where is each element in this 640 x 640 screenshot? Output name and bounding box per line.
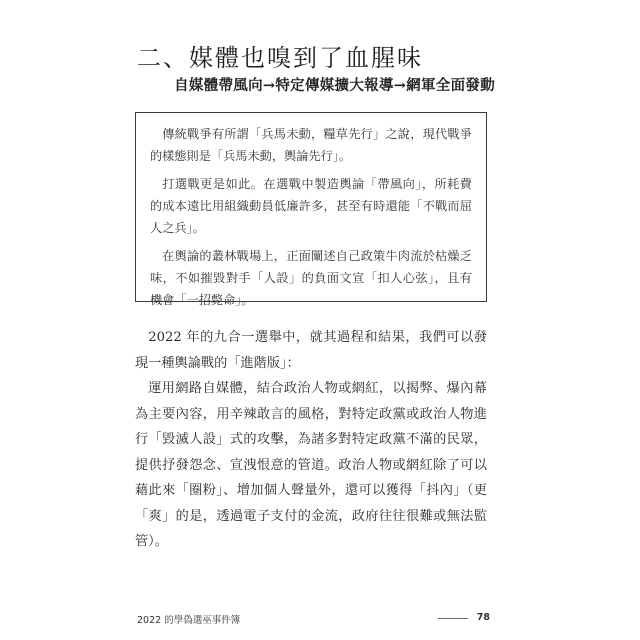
callout-box [135, 112, 487, 307]
callout-paragraph: 在輿論的叢林戰場上，正面闡述自己政策牛肉流於枯燥乏味，不如摧毀對手「人設」的負面文宣「扣人心弦」，且有機會「一招斃命」。 [150, 249, 472, 307]
body-paragraph: 2022 年的九合一選舉中，就其過程和結果，我們可以發現一種輿論戰的「進階版」： [135, 330, 487, 371]
page-number: 78 [476, 612, 490, 623]
page-footer [137, 612, 490, 626]
chapter-title: 二、媒體也嗅到了血腥味 [137, 44, 423, 72]
callout-paragraph: 傳統戰爭有所謂「兵馬未動，糧草先行」之說，現代戰爭的樣態則是「兵馬未動，輿論先行」。 [150, 127, 472, 163]
callout-paragraph: 打選戰更是如此。在選戰中製造輿論「帶風向」，所耗費的成本遠比用組織動員低廉許多，甚至有時還能「不戰而屈人之兵」。 [150, 177, 472, 235]
running-book-title: 2022 的學偽選巫事件簿 [137, 615, 241, 626]
body-paragraph: 運用網路自媒體，結合政治人物或網紅，以揭弊、爆內幕為主要內容，用辛辣敢言的風格，對特定政黨或政治人物進行「毀滅人設」式的攻擊，為諸多對特定政黨不滿的民眾，提供抒發怨念、宣洩恨意的管道。政治人物或網紅除了可以藉此來「圈粉」、增加個人聲量外，還可以獲得「抖內」（更「爽」的是，透過電子支付的金流，政府往往很難或無法監管）。 [135, 381, 487, 549]
chapter-subtitle: 自媒體帶風向→特定傳媒擴大報導→網軍全面發動 [174, 77, 495, 94]
footer-rule [438, 618, 468, 619]
